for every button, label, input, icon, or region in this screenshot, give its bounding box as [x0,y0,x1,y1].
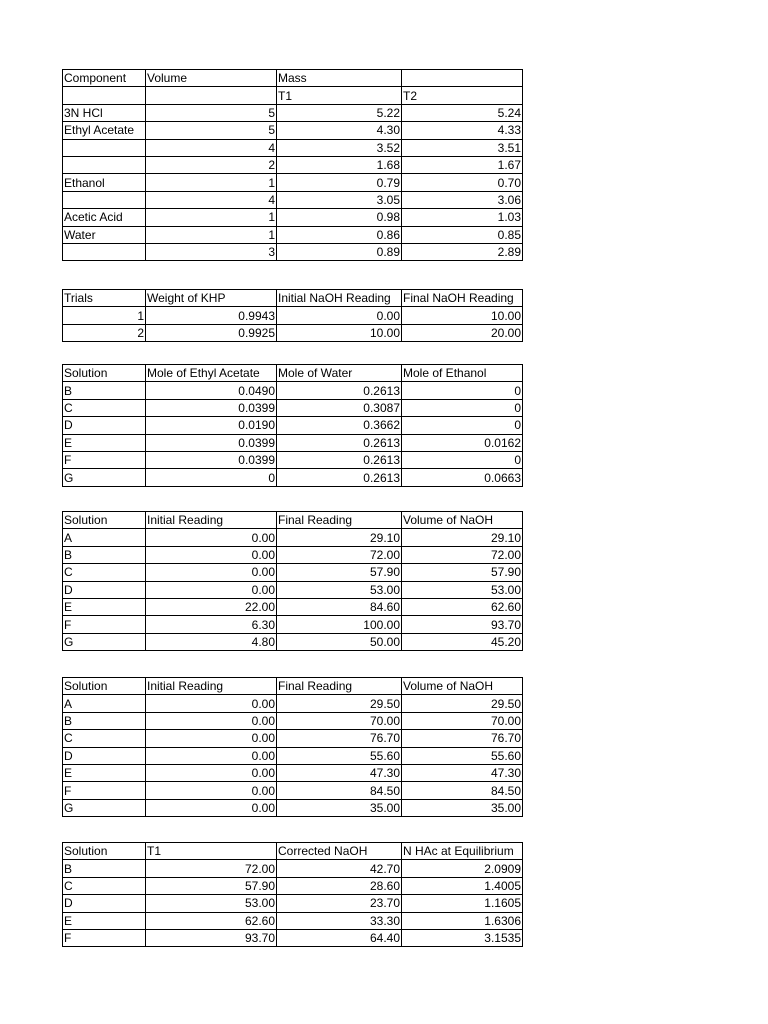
header-row [63,678,523,695]
cell: G [63,469,146,486]
cell: C [63,564,146,581]
cell: 0.9943 [146,307,277,324]
table-row [63,695,523,712]
cell: 4.30 [277,122,402,139]
cell: 55.60 [277,747,402,764]
cell: 1.68 [277,156,402,173]
cell: 0.00 [146,695,277,712]
cell: C [63,877,146,894]
cell: 29.50 [402,695,523,712]
cell: 29.10 [402,529,523,546]
table-row [63,877,523,894]
cell: 5.24 [402,104,523,121]
table-row [63,598,523,615]
cell: 5 [146,122,277,139]
cell [63,87,146,104]
cell: E [63,598,146,615]
cell: 22.00 [146,598,277,615]
cell: 93.70 [146,929,277,946]
table-row [63,434,523,451]
cell: 23.70 [277,895,402,912]
table-row [63,104,523,121]
table-row [63,546,523,563]
cell: 3.06 [402,191,523,208]
cell: C [63,399,146,416]
cell: 72.00 [146,860,277,877]
cell: 0.00 [146,564,277,581]
cell: 0.0399 [146,451,277,468]
cell: 0 [402,382,523,399]
cell: 57.90 [277,564,402,581]
cell: D [63,747,146,764]
cell: 0.0190 [146,417,277,434]
cell: F [63,782,146,799]
cell: Acetic Acid [63,209,146,226]
cell: Solution [63,678,146,695]
cell: 0.00 [146,782,277,799]
cell: 0 [402,399,523,416]
table-row [63,417,523,434]
table-row [63,382,523,399]
cell: 5.22 [277,104,402,121]
cell: 0.70 [402,174,523,191]
cell: 4 [146,139,277,156]
cell: 1.4005 [402,877,523,894]
table-row [63,799,523,816]
cell: 64.40 [277,929,402,946]
header-row [63,290,523,307]
cell: 72.00 [402,546,523,563]
cell: 33.30 [277,912,402,929]
cell: 4.33 [402,122,523,139]
table-row [63,174,523,191]
cell: 0.0663 [402,469,523,486]
cell: 84.60 [277,598,402,615]
cell: 100.00 [277,616,402,633]
cell: B [63,860,146,877]
cell: 3.05 [277,191,402,208]
cell: 2.0909 [402,860,523,877]
cell: 0.00 [146,747,277,764]
cell: 1 [63,307,146,324]
cell: 0.00 [146,730,277,747]
cell: T2 [402,87,523,104]
cell: 72.00 [277,546,402,563]
cell: 0.00 [277,307,402,324]
cell: 3.1535 [402,929,523,946]
cell: Final Reading [277,512,402,529]
cell: 62.60 [402,598,523,615]
cell: D [63,581,146,598]
cell: 57.90 [146,877,277,894]
table-row [63,324,523,341]
cell: 47.30 [277,764,402,781]
cell: 76.70 [277,730,402,747]
cell: 70.00 [277,712,402,729]
cell: 47.30 [402,764,523,781]
cell: 70.00 [402,712,523,729]
cell [63,243,146,260]
cell: Solution [63,512,146,529]
cell: Final NaOH Reading [402,290,523,307]
table-row [63,122,523,139]
cell: Mole of Water [277,365,402,382]
cell: Initial NaOH Reading [277,290,402,307]
mole-table [62,364,523,487]
cell: B [63,382,146,399]
cell: 0.2613 [277,469,402,486]
cell: Ethanol [63,174,146,191]
cell: 1.6306 [402,912,523,929]
cell: G [63,633,146,650]
cell: T1 [146,843,277,860]
cell: 4 [146,191,277,208]
table-row [63,156,523,173]
table-row [63,912,523,929]
cell: 45.20 [402,633,523,650]
cell: 0.00 [146,529,277,546]
cell: 0.0399 [146,399,277,416]
cell: Initial Reading [146,678,277,695]
cell: B [63,546,146,563]
cell: 0.2613 [277,382,402,399]
table-row [63,529,523,546]
cell: B [63,712,146,729]
cell: 62.60 [146,912,277,929]
cell: 93.70 [402,616,523,633]
table-row [63,860,523,877]
cell: 0.00 [146,581,277,598]
cell: 0.0162 [402,434,523,451]
cell: 1.03 [402,209,523,226]
cell: 1 [146,209,277,226]
equilibrium-table [62,842,523,947]
cell: 0.0490 [146,382,277,399]
table-row [63,564,523,581]
cell: F [63,451,146,468]
cell: G [63,799,146,816]
cell: E [63,434,146,451]
cell [402,70,523,87]
cell: 1 [146,226,277,243]
cell: 10.00 [277,324,402,341]
cell: 50.00 [277,633,402,650]
cell: Weight of KHP [146,290,277,307]
table-row [63,399,523,416]
cell: 1.67 [402,156,523,173]
cell [63,139,146,156]
cell: Solution [63,365,146,382]
cell: Initial Reading [146,512,277,529]
cell: 0.2613 [277,451,402,468]
cell: Final Reading [277,678,402,695]
cell: F [63,616,146,633]
cell: 53.00 [277,581,402,598]
cell: 0.00 [146,799,277,816]
table-row [63,191,523,208]
table-row [63,764,523,781]
cell: A [63,695,146,712]
cell: 2 [63,324,146,341]
cell: 35.00 [402,799,523,816]
cell: 29.10 [277,529,402,546]
cell: D [63,895,146,912]
cell: 53.00 [146,895,277,912]
cell: 0 [402,451,523,468]
cell: 0.98 [277,209,402,226]
cell: 35.00 [277,799,402,816]
cell: Mole of Ethyl Acetate [146,365,277,382]
cell: Volume of NaOH [402,512,523,529]
cell: 0.2613 [277,434,402,451]
cell: 0.89 [277,243,402,260]
cell: Water [63,226,146,243]
cell: 0.86 [277,226,402,243]
cell: Ethyl Acetate [63,122,146,139]
cell: E [63,912,146,929]
table-row [63,469,523,486]
cell: 57.90 [402,564,523,581]
header-row [63,512,523,529]
titration-table-2 [62,677,523,817]
cell: 0.9925 [146,324,277,341]
cell: 29.50 [277,695,402,712]
cell: Mole of Ethanol [402,365,523,382]
cell: D [63,417,146,434]
cell: 2.89 [402,243,523,260]
table-row [63,895,523,912]
cell: Trials [63,290,146,307]
cell: A [63,529,146,546]
cell [63,156,146,173]
cell: 3N HCl [63,104,146,121]
cell: E [63,764,146,781]
cell: 0.00 [146,712,277,729]
cell: 55.60 [402,747,523,764]
cell: 28.60 [277,877,402,894]
cell: 76.70 [402,730,523,747]
cell: C [63,730,146,747]
cell: Volume of NaOH [402,678,523,695]
cell: 42.70 [277,860,402,877]
cell: 0 [146,469,277,486]
table-row [63,209,523,226]
cell: 20.00 [402,324,523,341]
cell: 3.52 [277,139,402,156]
cell: N HAc at Equilibrium [402,843,523,860]
table-row [63,307,523,324]
cell [63,191,146,208]
cell: Volume [146,70,277,87]
cell: 0.00 [146,764,277,781]
header-row [63,365,523,382]
table-row [63,87,523,104]
cell: 5 [146,104,277,121]
cell: Mass [277,70,402,87]
table-row [63,747,523,764]
cell: 0.3087 [277,399,402,416]
cell: F [63,929,146,946]
cell: 1.1605 [402,895,523,912]
table-row [63,782,523,799]
header-row [63,70,523,87]
cell [146,87,277,104]
table-row [63,730,523,747]
table-row [63,633,523,650]
header-row [63,843,523,860]
cell: 0.3662 [277,417,402,434]
table-row [63,929,523,946]
cell: T1 [277,87,402,104]
khp-trials-table [62,289,523,342]
cell: 84.50 [277,782,402,799]
cell: 0 [402,417,523,434]
cell: 84.50 [402,782,523,799]
cell: 0.0399 [146,434,277,451]
cell: Component [63,70,146,87]
cell: Corrected NaOH [277,843,402,860]
cell: 0.79 [277,174,402,191]
cell: 6.30 [146,616,277,633]
table-row [63,581,523,598]
table-row [63,139,523,156]
cell: Solution [63,843,146,860]
mass-table [62,69,523,261]
cell: 0.00 [146,546,277,563]
table-row [63,243,523,260]
cell: 53.00 [402,581,523,598]
table-row [63,712,523,729]
table-row [63,226,523,243]
cell: 1 [146,174,277,191]
cell: 2 [146,156,277,173]
cell: 3.51 [402,139,523,156]
cell: 10.00 [402,307,523,324]
cell: 4.80 [146,633,277,650]
cell: 3 [146,243,277,260]
cell: 0.85 [402,226,523,243]
titration-table-1 [62,511,523,651]
table-row [63,451,523,468]
table-row [63,616,523,633]
